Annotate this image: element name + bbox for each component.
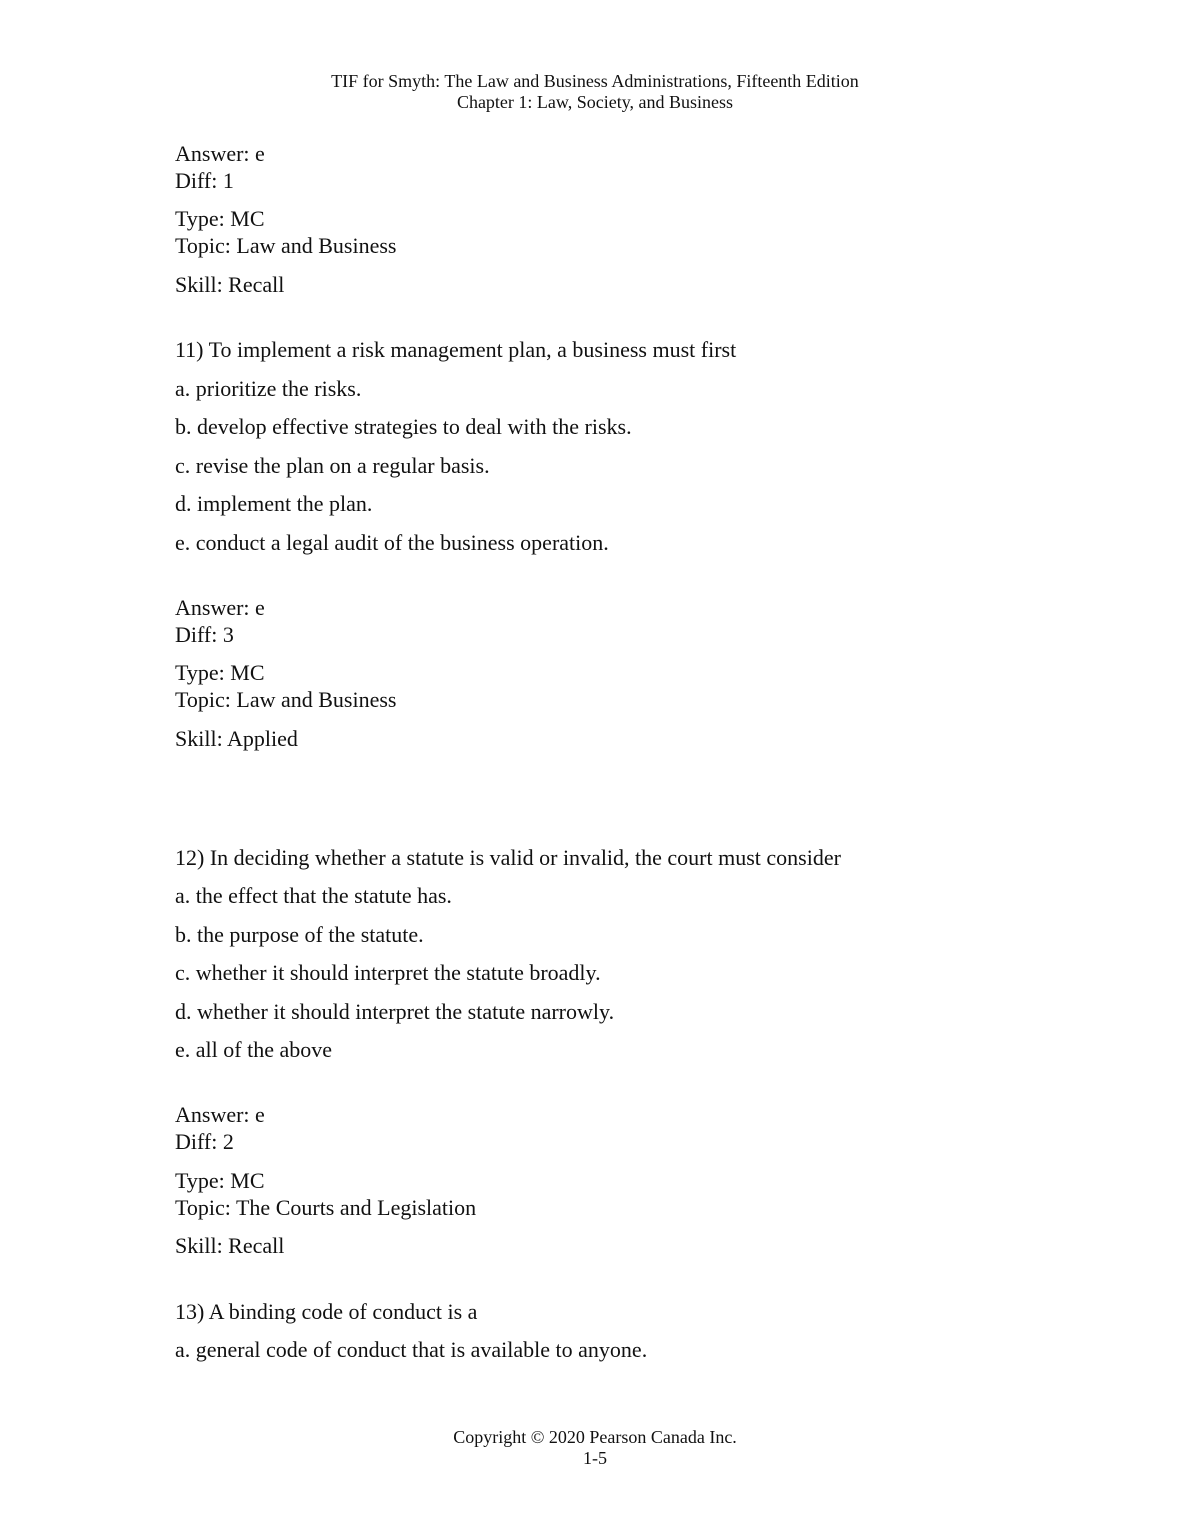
q12-topic: Topic: The Courts and Legislation (175, 1195, 477, 1220)
q13-question: 13) A binding code of conduct is a (175, 1299, 478, 1324)
running-header (0, 71, 1190, 113)
prev-type: Type: MC (175, 206, 265, 231)
header-title: TIF for Smyth: The Law and Business Administrations, Fifteenth Edition (331, 71, 859, 91)
q11-option-b: b. develop effective strategies to deal with the risks. (175, 414, 632, 439)
prev-diff: Diff: 1 (175, 168, 234, 193)
q11-option-e: e. conduct a legal audit of the business operation. (175, 530, 609, 555)
q12-type: Type: MC (175, 1168, 265, 1193)
q11-diff: Diff: 3 (175, 622, 234, 647)
page-number: 1-5 (583, 1448, 607, 1468)
q12-option-b: b. the purpose of the statute. (175, 922, 424, 947)
q11-option-d: d. implement the plan. (175, 491, 373, 516)
q12-option-d: d. whether it should interpret the statute narrowly. (175, 999, 615, 1024)
q11-type: Type: MC (175, 660, 265, 685)
q11-option-a: a. prioritize the risks. (175, 376, 362, 401)
q11-skill: Skill: Applied (175, 726, 298, 751)
copyright-notice: Copyright © 2020 Pearson Canada Inc. (453, 1427, 737, 1447)
q11-question: 11) To implement a risk management plan, a business must first (175, 337, 737, 362)
q13-option-a: a. general code of conduct that is available to anyone. (175, 1337, 648, 1362)
header-chapter: Chapter 1: Law, Society, and Business (456, 92, 734, 112)
q12-option-e: e. all of the above (175, 1037, 332, 1062)
q11-option-c: c. revise the plan on a regular basis. (175, 453, 490, 478)
prev-answer: Answer: e (175, 141, 265, 166)
q12-question: 12) In deciding whether a statute is valid or invalid, the court must consider (175, 845, 841, 870)
page-footer (0, 1427, 1190, 1469)
q12-option-a: a. the effect that the statute has. (175, 883, 452, 908)
prev-topic: Topic: Law and Business (175, 233, 397, 258)
q12-skill: Skill: Recall (175, 1233, 285, 1258)
q12-answer: Answer: e (175, 1102, 265, 1127)
prev-skill: Skill: Recall (175, 272, 285, 297)
q12-diff: Diff: 2 (175, 1129, 234, 1154)
q11-topic: Topic: Law and Business (175, 687, 397, 712)
q12-option-c: c. whether it should interpret the statute broadly. (175, 960, 601, 985)
q11-answer: Answer: e (175, 595, 265, 620)
